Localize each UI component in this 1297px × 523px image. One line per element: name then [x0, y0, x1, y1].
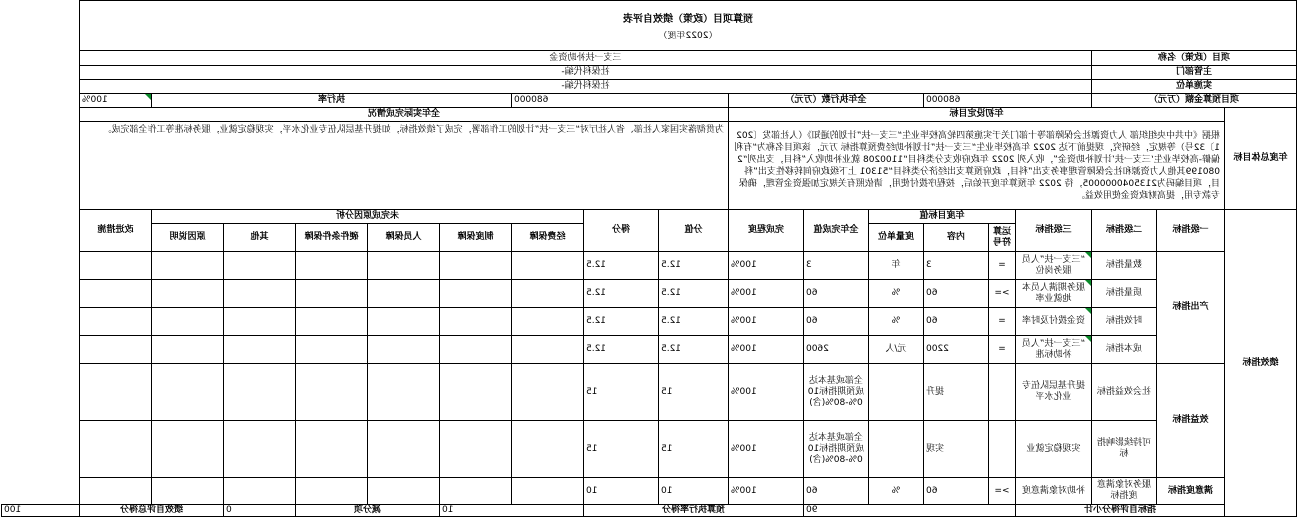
operator-cell: =: [989, 252, 1016, 280]
level3-cell: 服务期满人员本地就业率: [1016, 280, 1092, 308]
actual-cell: 60: [804, 308, 869, 336]
unit-cell: %: [869, 280, 924, 308]
reason-staff-header: 人员保障: [368, 224, 440, 252]
level3-cell: “三支一扶”人员服务岗位: [1016, 252, 1092, 280]
rate-label: 执行率: [152, 94, 512, 108]
actual-cell: 全部或基本达成预期指标100%-80%(含): [804, 364, 869, 421]
level2-cell: 时效指标: [1092, 308, 1157, 336]
weight-cell: 10: [659, 478, 729, 505]
unit-cell: [869, 364, 924, 421]
level2-cell: 社会效益指标: [1092, 364, 1157, 421]
total-label: 绩效自评总得分: [80, 505, 224, 517]
level2-cell: 服务对象满意度指标: [1092, 478, 1157, 505]
evaluation-table: [1, 0, 1297, 517]
annual-goal-label: 年度总体目标: [1225, 108, 1297, 210]
actual-header-col: 全年完成值: [804, 210, 869, 252]
operator-cell: [989, 364, 1016, 421]
unit-cell: %: [869, 478, 924, 505]
actual-cell: 60: [804, 280, 869, 308]
budget-label: 项目预算金额（万元）: [1092, 94, 1297, 108]
completion-cell: 100%: [729, 336, 804, 364]
weight-cell: 12.5: [659, 336, 729, 364]
level3-cell: 资金拨付及时率: [1016, 308, 1092, 336]
table-row: [2, 478, 1297, 505]
reason-note-header: 原因说明: [152, 224, 224, 252]
actual-cell: 60: [804, 478, 869, 505]
score-cell: 15: [584, 421, 659, 478]
actual-cell: 2600: [804, 336, 869, 364]
table-row: [2, 364, 1297, 421]
completion-cell: 100%: [729, 478, 804, 505]
level2-header: 二级指标: [1092, 210, 1157, 252]
unit-label: 实施单位: [1092, 80, 1297, 94]
weight-cell: 15: [659, 364, 729, 421]
table-row: [2, 421, 1297, 478]
score-cell: 10: [584, 478, 659, 505]
score-cell: 12.5: [584, 308, 659, 336]
budget-score-label: 预算执行率得分: [584, 505, 804, 517]
score-cell: 12.5: [584, 280, 659, 308]
operator-cell: >=: [989, 478, 1016, 505]
content-cell: 60: [924, 308, 989, 336]
content-cell: 3: [924, 252, 989, 280]
level2-cell: 可持续影响指标: [1092, 421, 1157, 478]
group-output: 产出指标: [1157, 252, 1225, 364]
completion-header: 完成程度: [729, 210, 804, 252]
level3-cell: “三支一扶”人员补助标准: [1016, 336, 1092, 364]
unit-cell: 元/人: [869, 336, 924, 364]
group-satisfaction: 满意度指标: [1157, 478, 1225, 505]
reason-system-header: 制度保障: [440, 224, 512, 252]
actual-cell: 3: [804, 252, 869, 280]
unit-value: 社保科代编-: [80, 80, 1092, 94]
completion-cell: 100%: [729, 308, 804, 336]
level3-header: 三级指标: [1016, 210, 1092, 252]
target-text: 根据《中共中央组织部 人力资源社会保障部等十部门关于实施第四轮高校毕业生“三支一扶”计划的通知》（人社部发〔2021〕32号）等规定，经研究，现提前下达 2022 年高校毕业生“三支一扶”计划补助经费预算指标 万元，该项目名称为“有利偏僻-高校毕业生‘三支一扶’计划补助资金”，收入列 2022 年政府收支分类科目“1100208 就业补助收入”科目，支出列“2080199其他人力资源和社会保障管理事务支出”科目，政府预算支出经济分类科目“51301 上下级政府间转移性支出”科目，项目编码为2135040000005，待 2022 年预算年度开始后，按程序拨付使用，请依照有关规定加强资金管理，确保专款专用，提高财政资金使用效益。: [729, 122, 1225, 210]
content-cell: 60: [924, 280, 989, 308]
rate-value: 100%: [80, 94, 152, 108]
content-cell: 2200: [924, 336, 989, 364]
budget-value: 680000: [924, 94, 1092, 108]
perf-label: 绩效指标: [1225, 210, 1297, 517]
table-row: [2, 280, 1297, 308]
department-value: 社保科代编-: [80, 66, 1092, 80]
unit-header: 度量单位: [869, 224, 924, 252]
reasons-header: 未完成原因分析: [152, 210, 584, 224]
footer-row: [2, 505, 1297, 517]
level2-cell: 成本指标: [1092, 336, 1157, 364]
level2-cell: 质量指标: [1092, 280, 1157, 308]
target-values-header: 年度目标值: [869, 210, 1016, 224]
content-header: 内容: [924, 224, 989, 252]
budget-score-value: 10: [440, 505, 584, 517]
content-cell: 60: [924, 478, 989, 505]
weight-cell: 12.5: [659, 280, 729, 308]
completion-cell: 100%: [729, 280, 804, 308]
target-header: 年初设定目标: [729, 108, 1225, 122]
sheet-title: 预算项目（政策）绩效自评表: [80, 1, 1297, 31]
reason-funds-header: 经费保障: [512, 224, 584, 252]
actual-text: 为贯彻落实国家人社部、省人社厅对“三支一扶”计划的工作部署，完成了绩效指标，如提升基层队伍专业化水平，实现稳定就业，服务标准等工作全部完成。: [80, 122, 729, 210]
deduct-value: 0: [224, 505, 296, 517]
deduct-label: 减分项: [296, 505, 440, 517]
operator-cell: >=: [989, 280, 1016, 308]
actual-header: 全年实际完成情况: [80, 108, 729, 122]
level1-header: 一级指标: [1157, 210, 1225, 252]
group-benefit: 效益指标: [1157, 364, 1225, 478]
operator-cell: =: [989, 308, 1016, 336]
unit-cell: [869, 421, 924, 478]
reason-hardware-header: 硬件条件保障: [296, 224, 368, 252]
exec-label: 全年执行数（万元）: [729, 94, 924, 108]
improve-header: 改进措施: [80, 210, 152, 252]
score-cell: 15: [584, 364, 659, 421]
table-row: [2, 336, 1297, 364]
weight-cell: 12.5: [659, 252, 729, 280]
level3-cell: 实现稳定就业: [1016, 421, 1092, 478]
project-name-value: 三支一扶补助资金: [80, 51, 1092, 66]
unit-cell: %: [869, 308, 924, 336]
level3-cell: 提升基层队伍专业化水平: [1016, 364, 1092, 421]
subtotal-value: 90: [804, 505, 1016, 517]
level3-cell: 补助对象满意度: [1016, 478, 1092, 505]
operator-cell: =: [989, 336, 1016, 364]
score-cell: 12.5: [584, 252, 659, 280]
weight-cell: 15: [659, 421, 729, 478]
completion-cell: 100%: [729, 252, 804, 280]
score-cell: 12.5: [584, 336, 659, 364]
completion-cell: 100%: [729, 421, 804, 478]
exec-value: 680000: [512, 94, 729, 108]
operator-cell: [989, 421, 1016, 478]
reason-other-header: 其他: [224, 224, 296, 252]
table-row: [2, 308, 1297, 336]
actual-cell: 全部或基本达成预期指标100%-80%(含): [804, 421, 869, 478]
sheet-year: （2022年度）: [80, 31, 1297, 51]
level2-cell: 数量指标: [1092, 252, 1157, 280]
project-name-label: 项目（政策）名称: [1092, 51, 1297, 66]
total-value: 100: [2, 505, 80, 517]
operator-header: 运算符号: [989, 224, 1016, 252]
content-cell: 提升: [924, 364, 989, 421]
score-header: 得分: [584, 210, 659, 252]
weight-header: 分值: [659, 210, 729, 252]
completion-cell: 100%: [729, 364, 804, 421]
unit-cell: 年: [869, 252, 924, 280]
subtotal-label: 指标自评得分小计: [1016, 505, 1225, 517]
department-label: 主管部门: [1092, 66, 1297, 80]
table-row: [2, 252, 1297, 280]
content-cell: 实现: [924, 421, 989, 478]
weight-cell: 12.5: [659, 308, 729, 336]
